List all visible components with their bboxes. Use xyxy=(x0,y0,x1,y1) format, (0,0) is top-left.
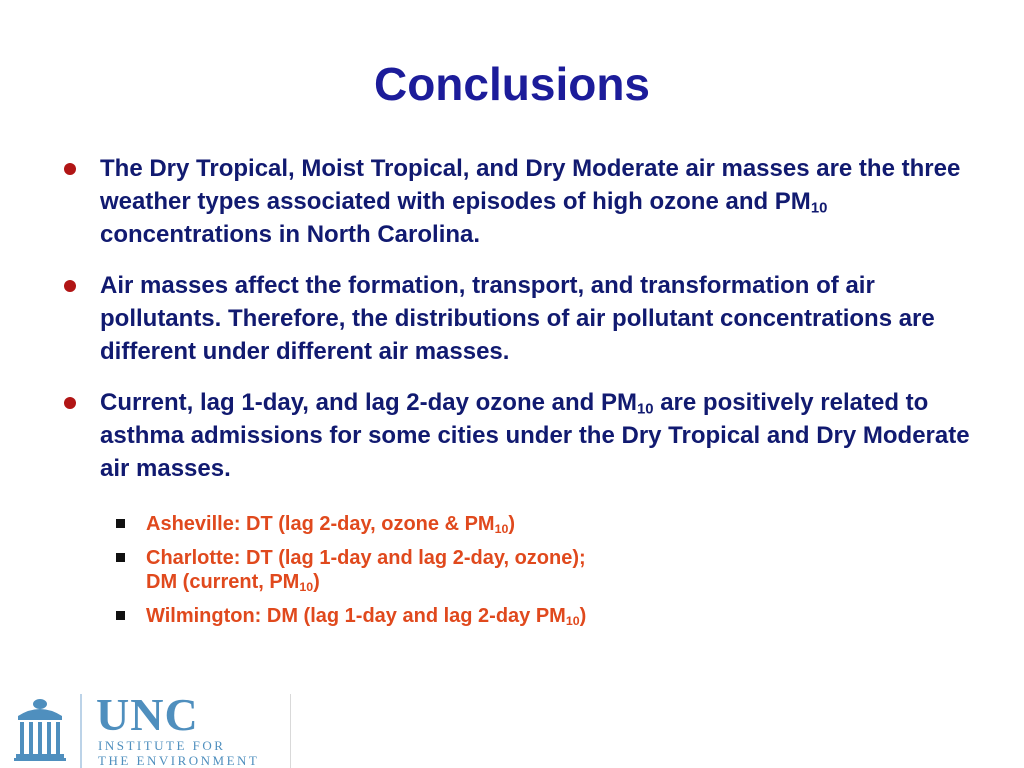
bullet-dot-icon xyxy=(64,163,76,175)
bullet-text: Current, lag 1-day, and lag 2-day ozone and PM xyxy=(100,389,637,416)
logo-divider xyxy=(290,694,291,768)
sub-bullet-text: Asheville: DT (lag 2-day, ozone & PM xyxy=(146,513,495,535)
bullet-text: The Dry Tropical, Moist Tropical, and Dry Moderate air masses are the three weather types associated with episodes of high ozone and PM xyxy=(100,155,961,215)
subscript: 10 xyxy=(494,522,509,537)
square-bullet-icon xyxy=(116,553,125,562)
bullet-dot-icon xyxy=(64,397,76,409)
bullet-list xyxy=(60,152,990,503)
subscript: 10 xyxy=(299,580,314,595)
square-bullet-icon xyxy=(116,519,125,528)
bullet-item xyxy=(60,386,990,485)
unc-logo xyxy=(8,690,298,768)
sub-bullet-text: ) xyxy=(579,605,587,627)
sub-bullet-item xyxy=(114,604,974,628)
sub-bullet-text: Wilmington: DM (lag 1-day and lag 2-day PM xyxy=(146,605,566,627)
old-well-icon xyxy=(12,696,68,762)
logo-wordmark: UNC xyxy=(96,689,199,740)
sub-bullet-list xyxy=(114,512,974,638)
logo-subtitle xyxy=(98,738,259,768)
subscript: 10 xyxy=(636,401,654,418)
bullet-item xyxy=(60,152,990,251)
bullet-dot-icon xyxy=(64,280,76,292)
bullet-text: Air masses affect the formation, transport, and transformation of air pollutants. Therefore, the distributions of air pollutant concentrations are different under different air masses. xyxy=(100,272,935,365)
sub-bullet-item xyxy=(114,546,974,594)
square-bullet-icon xyxy=(116,611,125,620)
sub-bullet-text: ) xyxy=(313,571,320,593)
bullet-text: are positively related to asthma admissions for some cities under the Dry Tropical and Dry Moderate air masses. xyxy=(100,389,970,482)
logo-subtitle-line: THE ENVIRONMENT xyxy=(98,753,260,768)
logo-divider xyxy=(80,694,82,768)
sub-bullet-text: Charlotte: DT (lag 1-day and lag 2-day, ozone); xyxy=(146,547,586,569)
subscript: 10 xyxy=(810,200,828,217)
bullet-text: concentrations in North Carolina. xyxy=(100,221,481,248)
slide-title: Conclusions xyxy=(373,58,651,110)
logo-subtitle-line: INSTITUTE FOR xyxy=(98,738,226,753)
sub-bullet-text: ) xyxy=(508,513,516,535)
sub-bullet-item xyxy=(114,512,974,536)
sub-bullet-text: DM (current, PM xyxy=(146,571,300,593)
subscript: 10 xyxy=(565,614,580,629)
bullet-item xyxy=(60,269,990,368)
